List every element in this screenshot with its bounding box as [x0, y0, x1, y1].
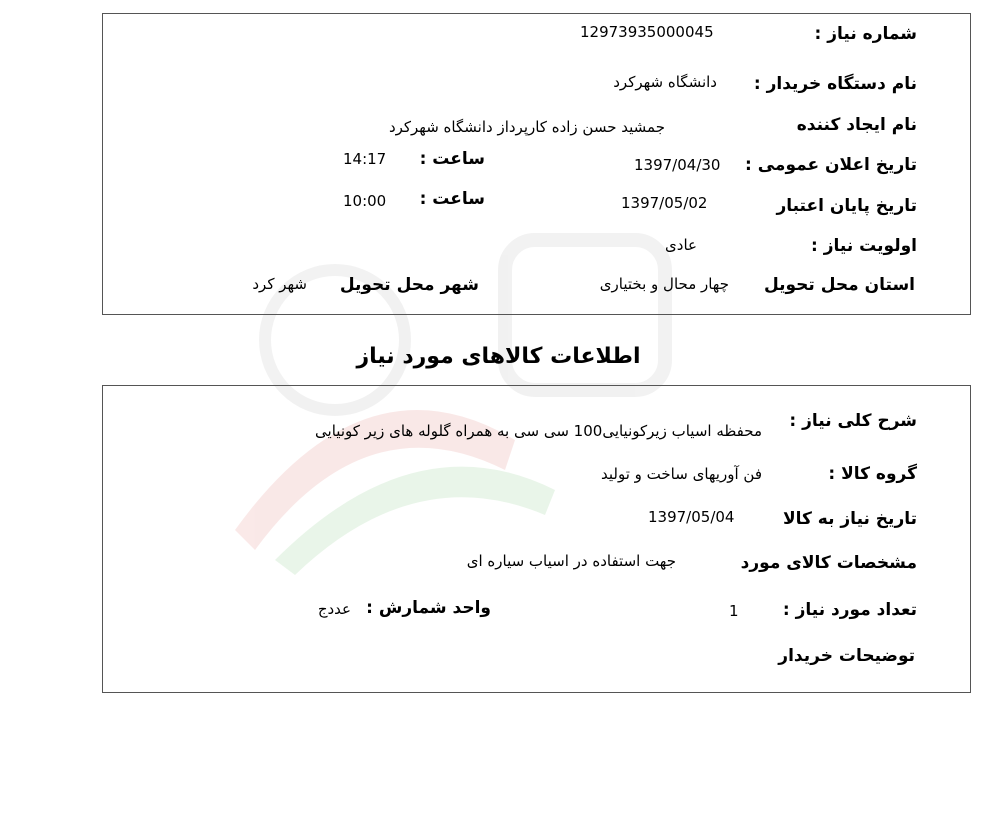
need-date-label: تاریخ نیاز به کالا [782, 509, 917, 529]
announce-date-label: تاریخ اعلان عمومی : [745, 155, 917, 175]
unit-value: عددج [317, 600, 351, 618]
expiry-date-value: 1397/05/02 [621, 194, 708, 212]
creator-label: نام ایجاد کننده [796, 115, 917, 135]
province-label: استان محل تحویل [763, 275, 915, 295]
announce-time-label: ساعت : [419, 149, 485, 169]
city-value: شهر کرد [252, 275, 307, 293]
quantity-value: 1 [729, 602, 739, 620]
creator-value: جمشید حسن زاده کارپرداز دانشگاه شهرکرد [388, 118, 665, 136]
specs-value: جهت استفاده در اسیاب سیاره ای [466, 552, 676, 570]
expiry-time-value: 10:00 [343, 192, 387, 210]
description-label: شرح کلی نیاز : [789, 411, 917, 431]
quantity-label: تعداد مورد نیاز : [782, 600, 917, 620]
buyer-notes-label: توضیحات خریدار [778, 646, 915, 666]
need-number-value: 12973935000045 [580, 23, 714, 41]
need-date-value: 1397/05/04 [648, 508, 735, 526]
priority-label: اولویت نیاز : [811, 236, 917, 256]
description-value: محفظه اسیاب زیرکونیایی100 سی سی به همراه گلوله های زیر کونیایی [315, 422, 762, 440]
section-title: اطلاعات کالاهای مورد نیاز [356, 344, 641, 369]
need-number-label: شماره نیاز : [814, 24, 917, 44]
city-label: شهر محل تحویل [339, 275, 479, 295]
expiry-date-label: تاریخ پایان اعتبار [776, 196, 917, 216]
buyer-org-value: دانشگاه شهرکرد [613, 73, 717, 91]
expiry-time-label: ساعت : [419, 189, 485, 209]
buyer-org-label: نام دستگاه خریدار : [753, 74, 917, 94]
group-label: گروه کالا : [828, 464, 917, 484]
unit-label: واحد شمارش : [366, 598, 491, 618]
specs-label: مشخصات کالای مورد [740, 553, 917, 573]
province-value: چهار محال و بختیاری [599, 275, 729, 293]
group-value: فن آوریهای ساخت و تولید [601, 465, 762, 483]
announce-date-value: 1397/04/30 [634, 156, 721, 174]
priority-value: عادی [665, 236, 697, 254]
announce-time-value: 14:17 [343, 150, 387, 168]
